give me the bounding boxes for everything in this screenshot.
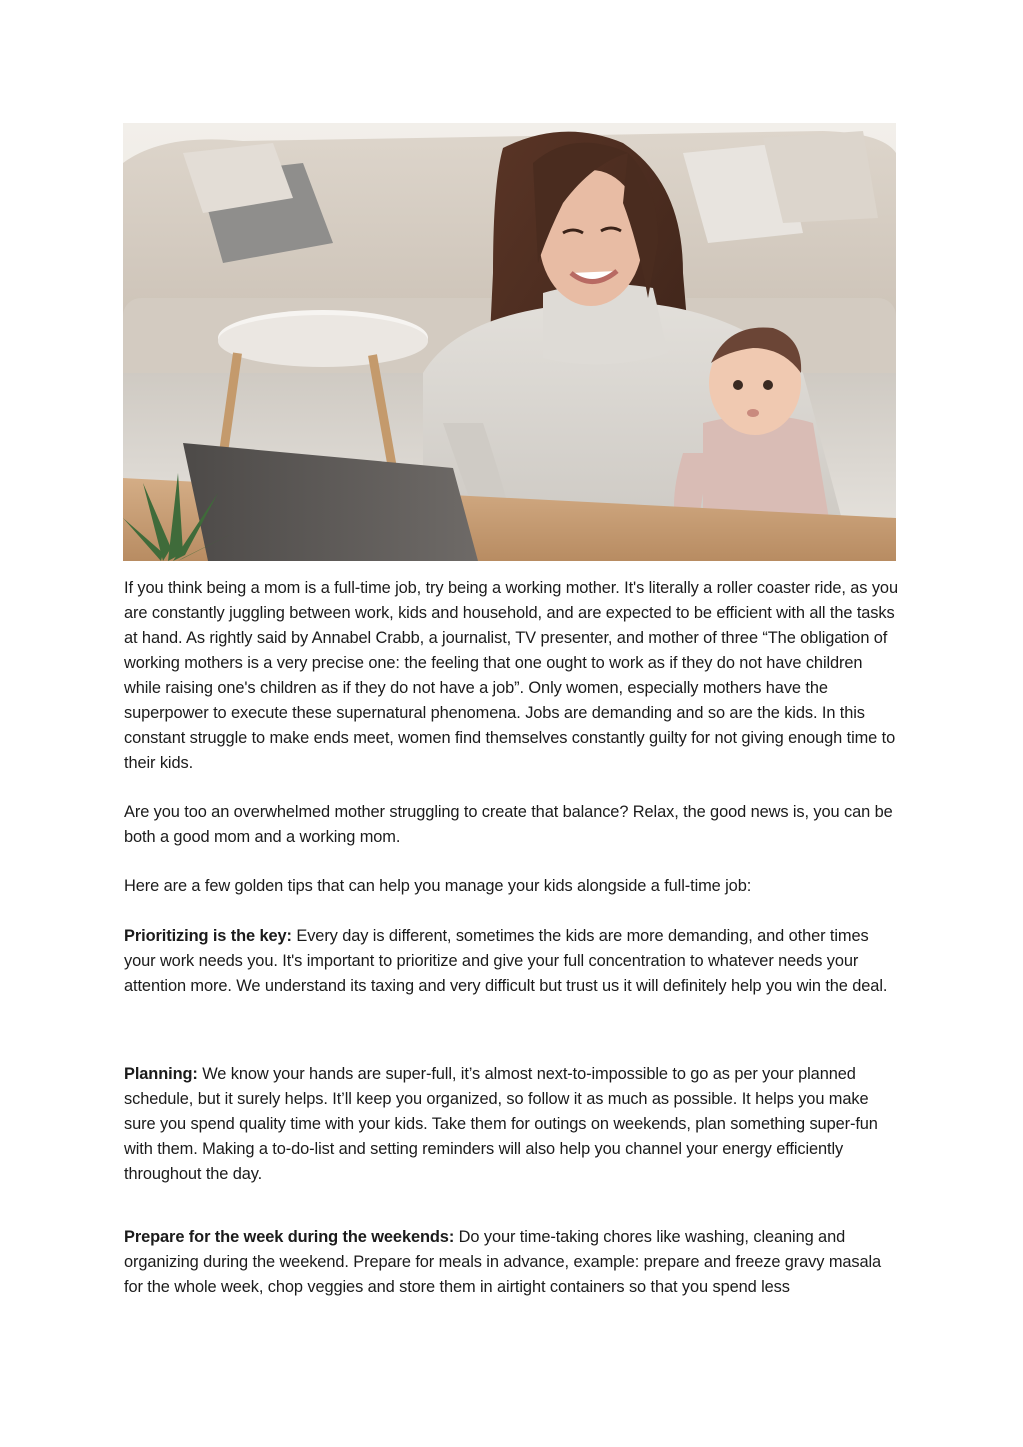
tip-prepare-weekends-heading: Prepare for the week during the weekends: (124, 1228, 455, 1246)
mother-with-baby-at-laptop-photo (123, 123, 896, 561)
intro-paragraph: If you think being a mom is a full-time job, try being a working mother. It's literally a roller coaster ride, as you are constantly juggling between work, kids and household, and are expected to be efficient with all the tasks at hand. As rightly said by Annabel Crabb, a journalist, TV presenter, and mother of three “The obligation of working mothers is a very precise one: the feeling that one ought to work as if they do not have children while raising one's children as if they do not have a job”. Only women, especially mothers have the superpower to execute these supernatural phenomena. Jobs are demanding and so are the kids. In this constant struggle to make ends meet, women find themselves constantly guilty for not giving enough time to their kids. (124, 579, 898, 772)
question-paragraph: Are you too an overwhelmed mother struggling to create that balance? Relax, the good news is, you can be both a good mom and a working mom. (124, 803, 893, 846)
tip-prioritizing-body: Every day is different, sometimes the kids are more demanding, and other times your work needs you. It's important to prioritize and give your full concentration to whatever needs your attention more. We understand its taxing and very difficult but trust us it will definitely help you win the deal. (124, 927, 888, 995)
tip-prepare-weekends-body: Do your time-taking chores like washing, cleaning and organizing during the weekend. Prepare for meals in advance, example: prepare and freeze gravy masala for the whole week, chop veggies and store them in airtight containers so that you spend less (124, 1228, 882, 1296)
photo-illustration (123, 123, 896, 561)
tip-prioritizing-heading: Prioritizing is the key: (124, 927, 292, 945)
tip-planning-heading: Planning: (124, 1065, 198, 1083)
tip-prepare-weekends-paragraph (124, 1225, 899, 1300)
tip-planning-body: We know your hands are super-full, it’s almost next-to-impossible to go as per your planned schedule, but it surely helps. It’ll keep you organized, so follow it as much as possible. It helps you make sure you spend quality time with your kids. Take them for outings on weekends, plan something super-fun with them. Making a to-do-list and setting reminders will also help you channel your energy efficiently throughout the day. (124, 1065, 878, 1183)
tips-intro-paragraph: Here are a few golden tips that can help you manage your kids alongside a full-time job: (124, 877, 752, 895)
tip-planning-paragraph (124, 1062, 899, 1187)
tip-prioritizing-paragraph (124, 924, 899, 999)
